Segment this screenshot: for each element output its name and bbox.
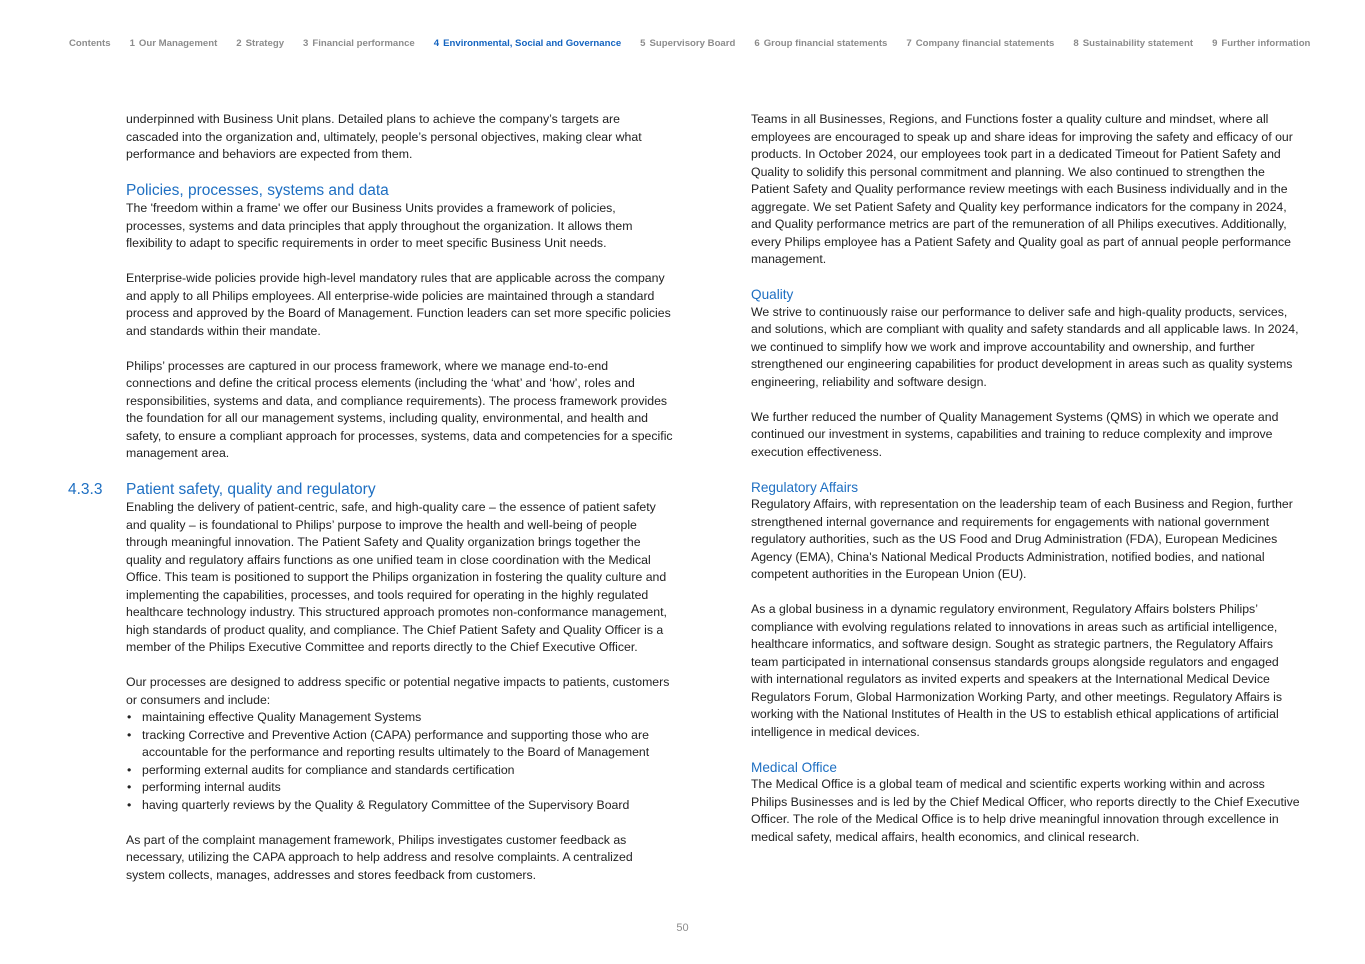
- nav-item-further-information[interactable]: 9 Further information: [1212, 38, 1311, 49]
- list-item: • maintaining effective Quality Management Systems: [126, 709, 674, 727]
- regulatory-paragraph-1: Regulatory Affairs, with representation on the leadership team of each Business and Region, further strengthened internal governance and requirements for engagements with national government regulatory authorities, such as the US Food and Drug Administration (FDA), European Medicines Agency (EMA), China's National Medical Products Administration, notified bodies, and national competent authorities in the European Union (EU).: [751, 497, 1293, 581]
- process-bullet-list: [126, 709, 674, 814]
- regulatory-paragraph-2: As a global business in a dynamic regulatory environment, Regulatory Affairs bolsters Philips’ compliance with evolving regulations related to innovations in areas such as artificial intelligence, healthcare informatics, and software design. Sought as strategic partners, the Regulatory Affairs team participated in international consensus standards groups alongside regulators and engaged with international regulators as invited experts and speakers at the International Medical Device Regulators Forum, Global Harmonization Working Party, and other meetings. Regulatory Affairs is working with the National Institutes of Health in the US to establish ethical applications of artificial intelligence in medical devices.: [751, 602, 1283, 739]
- section-paragraph-3: As part of the complaint management framework, Philips investigates customer feedback as necessary, utilizing the CAPA approach to help address and resolve complaints. A centralized system collects, manages, addresses and stores feedback from customers.: [126, 832, 633, 882]
- section-paragraph-2: Our processes are designed to address specific or potential negative impacts to patients, customers or consumers and include:: [126, 675, 670, 707]
- list-item: • tracking Corrective and Preventive Action (CAPA) performance and supporting those who are accountable for the performance and reporting results ultimately to the Board of Management: [126, 727, 674, 762]
- top-navigation: [69, 38, 1311, 49]
- quality-heading: Quality: [751, 287, 794, 302]
- section-paragraph-1: Enabling the delivery of patient-centric, safe, and high-quality care – the essence of patient safety and quality – is foundational to Philips’ purpose to improve the health and well-being of people through meaningful innovation. The Patient Safety and Quality organization brings together the quality and regulatory affairs functions as one unified team in close coordination with the Medical Office. This team is positioned to support the Philips organization in fostering the quality culture and implementing the capabilities, processes, and tools required for operating in the highly regulated healthcare technology industry. This structured approach promotes non-conformance management, high standards of product quality, and compliance. The Chief Patient Safety and Quality Officer is a member of the Philips Executive Committee and reports directly to the Chief Executive Officer.: [126, 500, 667, 654]
- section-number: 4.3.3: [68, 481, 103, 498]
- nav-item-our-management[interactable]: 1 Our Management: [129, 38, 218, 49]
- nav-item-supervisory-board[interactable]: 5 Supervisory Board: [640, 38, 736, 49]
- section-heading: [68, 480, 674, 499]
- list-item: • performing internal audits: [126, 779, 674, 797]
- nav-item-company-financial-statements[interactable]: 7 Company financial statements: [906, 38, 1055, 49]
- list-item: • performing external audits for compliance and standards certification: [126, 762, 674, 780]
- intro-paragraph: underpinned with Business Unit plans. Detailed plans to achieve the company’s targets are cascaded into the organization and, ultimately, people’s personal objectives, making clear what performance and behaviors are expected from them.: [126, 112, 642, 161]
- section-title: Patient safety, quality and regulatory: [126, 481, 376, 498]
- medical-office-paragraph: The Medical Office is a global team of medical and scientific experts working within and across Philips Businesses and is led by the Chief Medical Officer, who reports directly to the Chief Executive Officer. The role of the Medical Office is to help drive meaningful innovation through excellence in medical safety, medical affairs, health economics, and clinical research.: [751, 777, 1300, 844]
- policies-paragraph-2: Enterprise-wide policies provide high-level mandatory rules that are applicable across the company and apply to all Philips employees. All enterprise-wide policies are maintained through a standard process and approved by the Board of Management. Function leaders can set more specific policies and standards within their mandate.: [126, 271, 671, 338]
- nav-item-financial-performance[interactable]: 3 Financial performance: [303, 38, 415, 49]
- quality-paragraph-1: We strive to continuously raise our performance to deliver safe and high-quality products, services, and solutions, which are compliant with quality and safety standards and all applicable laws. In 2024, we continued to simplify how we work and improve accountability and ownership, and further strengthened our engineering capabilities for product development in areas such as quality systems engineering, reliability and software design.: [751, 304, 1299, 389]
- nav-item-contents[interactable]: Contents: [69, 38, 111, 49]
- list-item: • having quarterly reviews by the Quality & Regulatory Committee of the Supervisory Board: [126, 797, 674, 815]
- page-number: 50: [676, 922, 689, 934]
- policies-paragraph-1: The 'freedom within a frame' we offer our Business Units provides a framework of policies, processes, systems and data principles that apply throughout the organization. It allows them flexibility to adapt to specific requirements in order to meet specific Business Unit needs.: [126, 201, 633, 250]
- nav-item-strategy[interactable]: 2 Strategy: [236, 38, 285, 49]
- nav-item-esg[interactable]: 4 Environmental, Social and Governance: [433, 38, 622, 49]
- nav-item-sustainability-statement[interactable]: 8 Sustainability statement: [1073, 38, 1194, 49]
- left-column: [68, 111, 674, 884]
- right-column: [751, 111, 1303, 846]
- regulatory-heading: Regulatory Affairs: [751, 479, 859, 495]
- policies-paragraph-3: Philips’ processes are captured in our process framework, where we manage end-to-end connections and define the critical process elements (including the ‘what’ and ‘how’, roles and responsibilities, systems and data, and compliance requirements). The process framework provides the foundation for all our management systems, including quality, environmental, and health and safety, to ensure a compliant approach for processes, systems, data and competencies for a specific management area.: [126, 358, 673, 460]
- medical-office-heading: Medical Office: [751, 759, 837, 775]
- nav-item-group-financial-statements[interactable]: 6 Group financial statements: [754, 38, 888, 49]
- policies-heading: Policies, processes, systems and data: [126, 182, 389, 199]
- quality-paragraph-2: We further reduced the number of Quality Management Systems (QMS) in which we operate and continued our investment in systems, capabilities and training to reduce complexity and improve execution effectiveness.: [751, 409, 1279, 459]
- quality-culture-paragraph: Teams in all Businesses, Regions, and Functions foster a quality culture and mindset, where all employees are encouraged to speak up and share ideas for improving the safety and efficacy of our products. In October 2024, our employees took part in a dedicated Timeout for Patient Safety and Quality to solidify this personal commitment and planning. We also continued to strengthen the Patient Safety and Quality performance review meetings with each Business individually and in the aggregate. We set Patient Safety and Quality key performance indicators for the company in 2024, and Quality performance metrics are part of the remuneration of all Philips executives. Additionally, every Philips employee has a Patient Safety and Quality goal as part of annual people performance management.: [751, 112, 1293, 266]
